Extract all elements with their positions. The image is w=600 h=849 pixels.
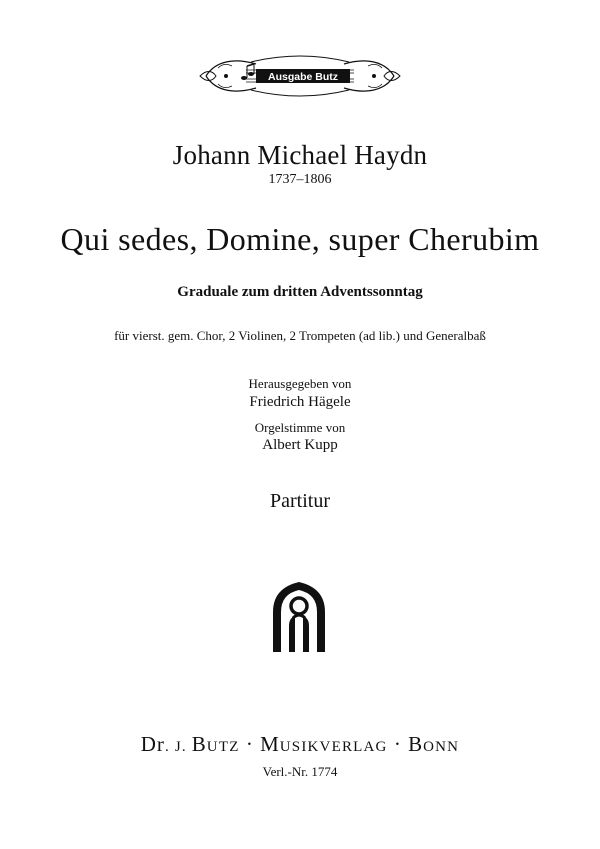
organ-label: Orgelstimme von (254, 420, 346, 435)
publisher-bonn-initial: B (408, 732, 424, 756)
organ-name: Albert Kupp (262, 437, 338, 453)
publisher-butz-initial: B (191, 732, 207, 756)
publisher-separator: · (387, 732, 409, 756)
work-subtitle: Graduale zum dritten Adventssonntag (177, 284, 423, 300)
gothic-arch-icon (267, 582, 331, 652)
publisher-butz-rest: UTZ (206, 739, 240, 755)
edition-type: Partitur (270, 490, 330, 512)
catalog-number: Verl.-Nr. 1774 (262, 764, 338, 779)
composer-name: Johann Michael Haydn (172, 140, 428, 170)
publisher-bonn-rest: ONN (423, 739, 460, 755)
publisher-musik-initial: M (260, 732, 280, 756)
publisher-dr: Dr (140, 732, 165, 756)
publisher-line (0, 732, 600, 757)
ornamental-logo-icon (196, 52, 404, 100)
publisher-dr-rest: . J. (164, 739, 192, 755)
publisher-logo (196, 52, 404, 100)
logo-text: Ausgabe Butz (267, 71, 339, 83)
editor-name: Friedrich Hägele (249, 394, 351, 410)
publisher-emblem (267, 582, 331, 652)
scoring-line: für vierst. gem. Chor, 2 Violinen, 2 Trompeten (ad lib.) und Generalbaß (114, 328, 486, 343)
work-title: Qui sedes, Domine, super Cherubim (60, 221, 540, 257)
publisher-musik-rest: USIKVERLAG (279, 739, 388, 755)
composer-dates: 1737–1806 (268, 172, 332, 187)
publisher-separator: · (239, 732, 261, 756)
editor-label: Herausgegeben von (248, 376, 352, 391)
